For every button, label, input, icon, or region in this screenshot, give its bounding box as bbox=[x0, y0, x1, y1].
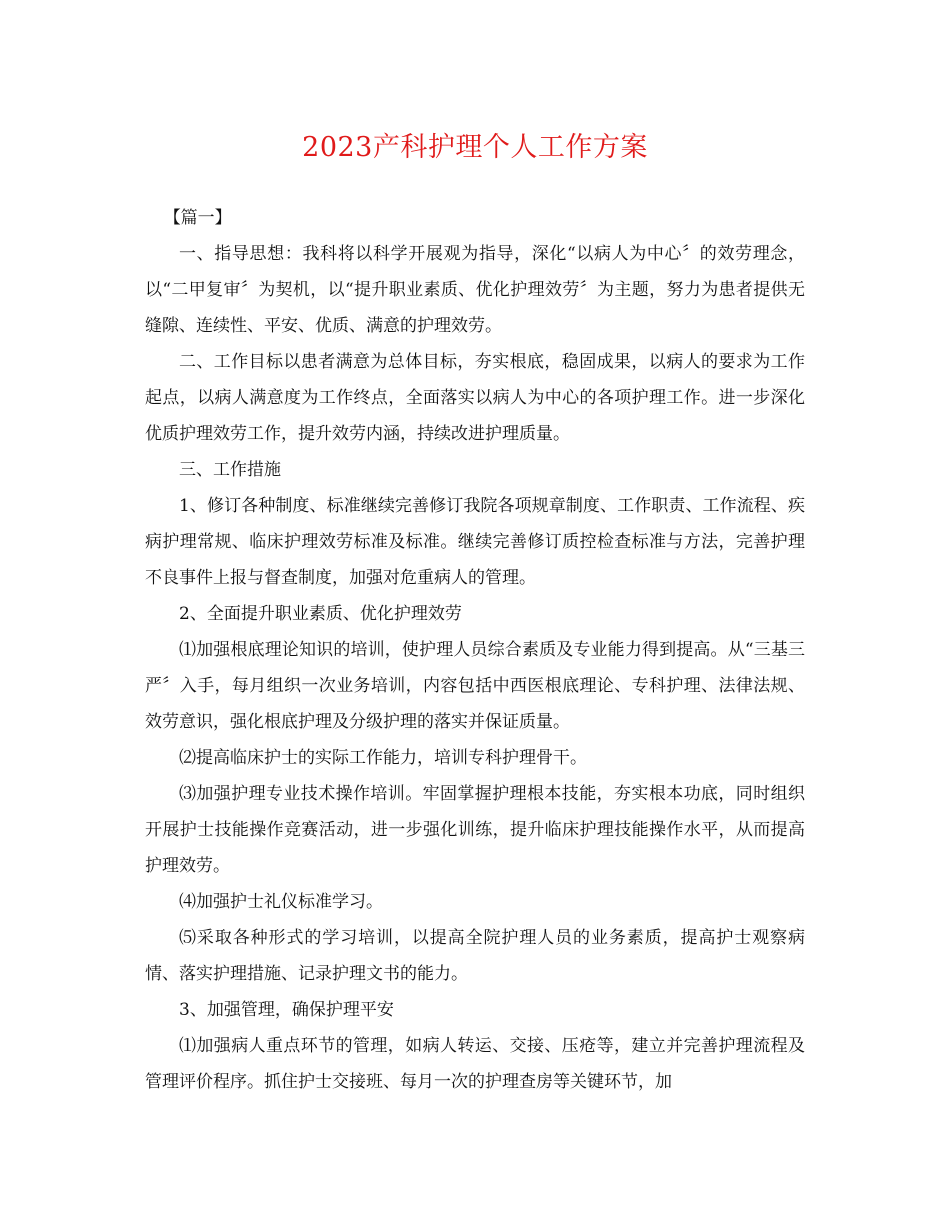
paragraph-guiding-ideology: 一、指导思想：我科将以科学开展观为指导，深化“以病人为中心〞的效劳理念，以“二甲复审〞为契机，以“提升职业素质、优化护理效劳〞为主题，努力为患者提供无缝隙、连续性、平安、优质、满意的护理效劳。 bbox=[145, 244, 805, 336]
section-label: 【篇一】 bbox=[163, 208, 232, 228]
heading-work-measures: 三、工作措施 bbox=[179, 460, 281, 480]
paragraph-item-1: ⑴加强根底理论知识的培训，使护理人员综合素质及专业能力得到提高。从“三基三严〞入手，每月组织一次业务培训，内容包括中西医根底理论、专科护理、法律法规、效劳意识，强化根底护理及分级护理的落实并保证质量。 bbox=[145, 640, 805, 732]
paragraph-item-2: ⑵提高临床护士的实际工作能力，培训专科护理骨干。 bbox=[179, 748, 587, 768]
paragraph-revise-systems: 1、修订各种制度、标准继续完善修订我院各项规章制度、工作职责、工作流程、疾病护理常规、临床护理效劳标准及标准。继续完善修订质控检查标准与方法，完善护理不良事件上报与督查制度，加强对危重病人的管理。 bbox=[145, 496, 805, 588]
paragraph-item-3: ⑶加强护理专业技术操作培训。牢固掌握护理根本技能，夯实根本功底，同时组织开展护士技能操作竞赛活动，进一步强化训练，提升临床护理技能操作水平，从而提高护理效劳。 bbox=[145, 784, 805, 876]
paragraph-item-5: ⑸采取各种形式的学习培训，以提高全院护理人员的业务素质，提高护士观察病情、落实护理措施、记录护理文书的能力。 bbox=[145, 928, 805, 984]
paragraph-management-item-1: ⑴加强病人重点环节的管理，如病人转运、交接、压疮等，建立并完善护理流程及管理评价程序。抓住护士交接班、每月一次的护理查房等关键环节，加 bbox=[145, 1036, 805, 1092]
paragraph-work-goals: 二、工作目标以患者满意为总体目标，夯实根底，稳固成果，以病人的要求为工作起点，以病人满意度为工作终点，全面落实以病人为中心的各项护理工作。进一步深化优质护理效劳工作，提升效劳内涵，持续改进护理质量。 bbox=[145, 352, 805, 444]
paragraph-item-4: ⑷加强护士礼仪标准学习。 bbox=[179, 892, 383, 912]
document-title: 2023产科护理个人工作方案 bbox=[302, 132, 648, 163]
heading-strengthen-management: 3、加强管理，确保护理平安 bbox=[179, 1000, 394, 1020]
heading-improve-quality: 2、全面提升职业素质、优化护理效劳 bbox=[179, 604, 462, 624]
document-body bbox=[145, 200, 805, 1100]
